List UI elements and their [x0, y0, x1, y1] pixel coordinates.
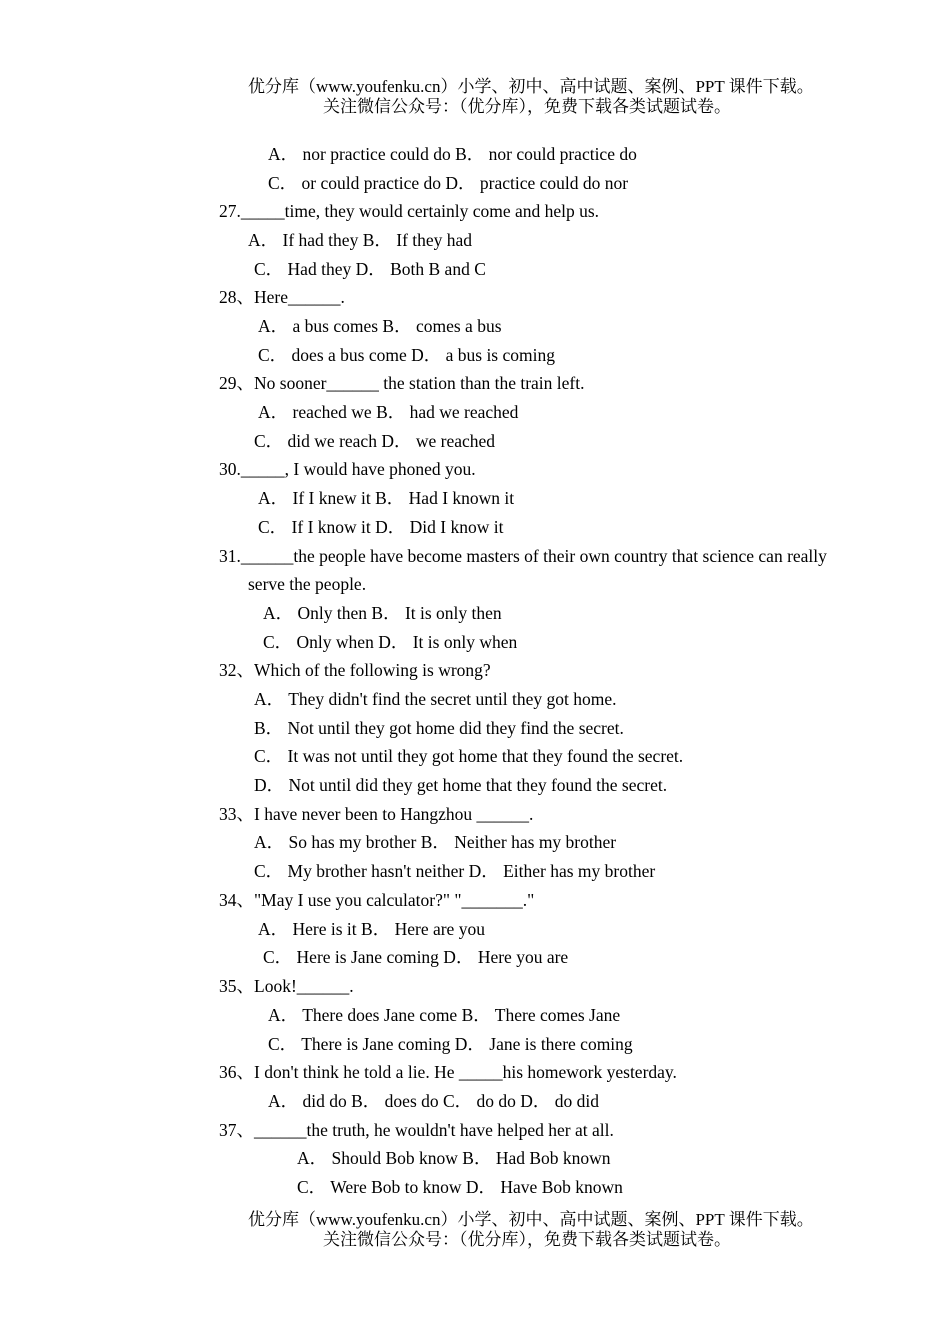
option-line: C． It was not until they got home that they found the secret.	[254, 746, 684, 766]
header-line-1: 优分库（www.youfenku.cn）小学、初中、高中试题、案例、PPT 课件下载。	[248, 77, 814, 96]
option-line: C． Only when D． It is only when	[263, 632, 518, 652]
question-31: 31.______the people have become masters of their own country that science can really	[219, 546, 827, 566]
option-line: A． a bus comes B． comes a bus	[258, 316, 502, 336]
option-line: A． There does Jane come B． There comes Jane	[268, 1005, 621, 1025]
option-line: A． reached we B． had we reached	[258, 402, 519, 422]
question-29: 29、No sooner______ the station than the train left.	[219, 373, 585, 393]
question-37: 37、______the truth, he wouldn't have helped her at all.	[219, 1120, 614, 1140]
question-31-continued: serve the people.	[248, 574, 367, 594]
option-line: C． Here is Jane coming D． Here you are	[263, 947, 569, 967]
question-28: 28、Here______.	[219, 287, 345, 307]
option-line: C． There is Jane coming D． Jane is there coming	[268, 1034, 633, 1054]
option-line: C． My brother hasn't neither D． Either has my brother	[254, 861, 656, 881]
option-line: A． Only then B． It is only then	[263, 603, 502, 623]
option-line: C． did we reach D． we reached	[254, 431, 496, 451]
option-line: A． Should Bob know B． Had Bob known	[297, 1148, 611, 1168]
option-line: A． If had they B． If they had	[248, 230, 473, 250]
option-line: C． If I know it D． Did I know it	[258, 517, 504, 537]
header-line-2: 关注微信公众号：（优分库），免费下载各类试题试卷。	[323, 97, 731, 116]
option-line: A． They didn't find the secret until they got home.	[254, 689, 617, 709]
footer-line-1: 优分库（www.youfenku.cn）小学、初中、高中试题、案例、PPT 课件下载。	[248, 1210, 814, 1229]
option-line: A． If I knew it B． Had I known it	[258, 488, 515, 508]
option-line: C． Had they D． Both B and C	[254, 259, 486, 279]
option-line: A． Here is it B． Here are you	[258, 919, 485, 939]
option-line: C． or could practice do D． practice could do nor	[268, 173, 629, 193]
question-35: 35、Look!______.	[219, 976, 354, 996]
option-line: A． nor practice could do B． nor could practice do	[268, 144, 637, 164]
question-33: 33、I have never been to Hangzhou ______.	[219, 804, 534, 824]
option-line: B． Not until they got home did they find the secret.	[254, 718, 624, 738]
option-line: A． did do B． does do C． do do D． do did	[268, 1091, 600, 1111]
option-line: C． does a bus come D． a bus is coming	[258, 345, 555, 365]
footer-line-2: 关注微信公众号：（优分库），免费下载各类试题试卷。	[323, 1230, 731, 1249]
question-36: 36、I don't think he told a lie. He _____his homework yesterday.	[219, 1062, 677, 1082]
option-line: A． So has my brother B． Neither has my brother	[254, 832, 617, 852]
option-line: C． Were Bob to know D． Have Bob known	[297, 1177, 623, 1197]
question-34: 34、"May I use you calculator?" "_______."	[219, 890, 535, 910]
question-32: 32、Which of the following is wrong?	[219, 660, 491, 680]
option-line: D． Not until did they get home that they found the secret.	[254, 775, 668, 795]
question-30: 30._____, I would have phoned you.	[219, 459, 476, 479]
question-27: 27._____time, they would certainly come and help us.	[219, 201, 600, 221]
